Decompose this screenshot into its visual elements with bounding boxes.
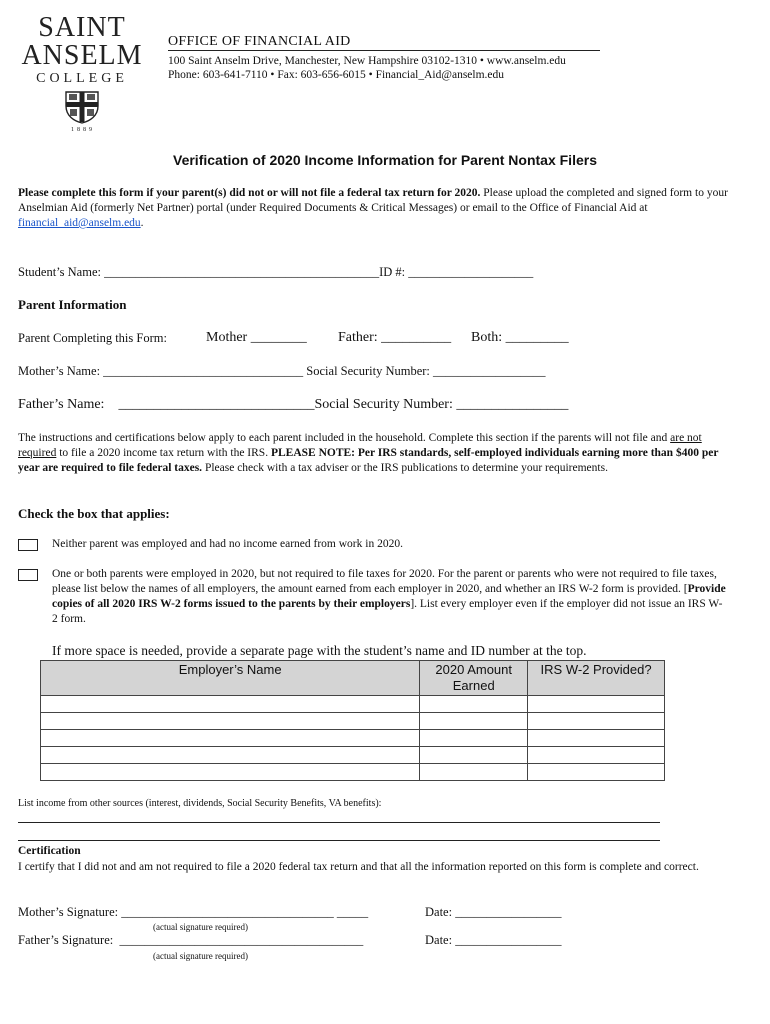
- employer-name-cell[interactable]: [41, 713, 420, 730]
- mother-signature-field[interactable]: Mother’s Signature: __________________________________ _____: [18, 905, 369, 919]
- checkbox-heading: Check the box that applies:: [18, 506, 170, 521]
- employer-table: [40, 660, 665, 781]
- employer-name-header: Employer’s Name: [41, 661, 420, 696]
- amount-earned-header: 2020 Amount Earned: [420, 661, 528, 696]
- other-income-label: List income from other sources (interest, dividends, Social Security Benefits, VA benefits):: [18, 798, 382, 809]
- header-divider: [168, 50, 600, 51]
- instructions-underlined: are not required: [18, 432, 702, 459]
- employed-checkbox[interactable]: [18, 569, 38, 581]
- table-row: [41, 747, 665, 764]
- employer-name-cell[interactable]: [41, 764, 420, 781]
- mother-name-ssn-field[interactable]: Mother’s Name: ________________________________ Social Security Number: __________________: [18, 364, 546, 378]
- intro-bold: Please complete this form if your parent(s) did not or will not file a federal tax return for 2020.: [18, 187, 481, 199]
- certification-text: I certify that I did not and am not required to file a 2020 federal tax return and that all the information reported on this form is complete and correct.: [18, 861, 699, 873]
- w2-cell[interactable]: [528, 713, 665, 730]
- w2-cell[interactable]: [528, 730, 665, 747]
- mother-date-field[interactable]: Date: _________________: [425, 905, 562, 919]
- amount-cell[interactable]: [420, 730, 528, 747]
- instructions-text-3: Please check with a tax adviser or the IRS publications to determine your requirements.: [202, 462, 608, 474]
- w2-provided-header: IRS W-2 Provided?: [528, 661, 665, 696]
- college-crest-icon: [64, 90, 100, 124]
- w2-cell[interactable]: [528, 764, 665, 781]
- instructions-text-1: The instructions and certifications below apply to each parent included in the household. Complete this section if the parents will not file and: [18, 432, 671, 444]
- employer-table-header: [41, 661, 665, 696]
- employer-name-cell[interactable]: [41, 747, 420, 764]
- employed-option-text-1: One or both parents were employed in 2020, but not required to file taxes for 2020. For the parent or parents who were not required to file taxes, please list below the names of all employers, the amount earned from each employer in 2020, and whether an IRS W-2 form is provided. [: [52, 568, 717, 595]
- no-income-checkbox[interactable]: [18, 539, 38, 551]
- employed-option-label: [52, 567, 728, 627]
- certification-heading: Certification: [18, 845, 81, 857]
- logo-wordmark-saint: SAINT: [38, 12, 126, 43]
- logo-wordmark-college: COLLEGE: [36, 71, 128, 86]
- office-title: OFFICE OF FINANCIAL AID: [168, 34, 351, 49]
- father-name-ssn-field[interactable]: Father’s Name: ____________________________Social Security Number: ________________: [18, 397, 569, 412]
- employer-name-cell[interactable]: [41, 730, 420, 747]
- intro-end: .: [140, 217, 144, 229]
- father-signature-field[interactable]: Father’s Signature: _______________________________________: [18, 933, 364, 947]
- other-income-line-1[interactable]: [18, 822, 660, 823]
- logo-wordmark-anselm: ANSELM: [21, 40, 143, 71]
- document-title: Verification of 2020 Income Information for Parent Nontax Filers: [173, 152, 597, 168]
- father-option-field[interactable]: Father: __________: [338, 330, 452, 345]
- father-signature-note: (actual signature required): [153, 951, 248, 961]
- more-space-note: If more space is needed, provide a separate page with the student’s name and ID number at the top.: [52, 643, 587, 658]
- office-contact: Phone: 603-641-7110 • Fax: 603-656-6015 • Financial_Aid@anselm.edu: [168, 69, 505, 81]
- amount-cell[interactable]: [420, 764, 528, 781]
- both-option-field[interactable]: Both: _________: [471, 330, 569, 345]
- instructions-bold-note: PLEASE NOTE: Per IRS standards, self-employed individuals earning more than $400 per year are required to file federal taxes.: [18, 447, 719, 474]
- intro-text: Please upload the completed and signed form to your Anselmian Aid (formerly Net Partner) portal (under Required Documents & Critical Messages) or email to the Office of Financial Aid at: [18, 187, 728, 214]
- table-row: [41, 730, 665, 747]
- employer-name-cell[interactable]: [41, 696, 420, 713]
- other-income-line-2[interactable]: [18, 840, 660, 841]
- table-row: [41, 764, 665, 781]
- amount-cell[interactable]: [420, 713, 528, 730]
- no-income-option-label: Neither parent was employed and had no income earned from work in 2020.: [52, 538, 403, 550]
- father-date-field[interactable]: Date: _________________: [425, 933, 562, 947]
- table-row: [41, 713, 665, 730]
- financial-aid-email-link[interactable]: financial_aid@anselm.edu: [18, 217, 141, 229]
- mother-option-field[interactable]: Mother ________: [206, 330, 307, 345]
- mother-signature-note: (actual signature required): [153, 922, 248, 932]
- amount-cell[interactable]: [420, 747, 528, 764]
- table-row: [41, 696, 665, 713]
- w2-cell[interactable]: [528, 747, 665, 764]
- instructions-text-2: to file a 2020 income tax return with the IRS.: [56, 447, 271, 459]
- student-name-id-field[interactable]: Student’s Name: ____________________________________________ID #: ____________________: [18, 265, 534, 279]
- w2-cell[interactable]: [528, 696, 665, 713]
- logo-year: 1889: [71, 127, 95, 133]
- instructions-paragraph: [18, 431, 730, 476]
- parent-info-heading: Parent Information: [18, 297, 127, 312]
- employed-option-bold: Provide copies of all 2020 IRS W-2 forms issued to the parents by their employers: [52, 583, 726, 610]
- amount-cell[interactable]: [420, 696, 528, 713]
- intro-paragraph: [18, 186, 730, 231]
- parent-completing-label: Parent Completing this Form:: [18, 331, 167, 345]
- employed-option-text-2: ]. List every employer even if the employer did not issue an IRS W-2 form.: [52, 598, 723, 625]
- office-address: 100 Saint Anselm Drive, Manchester, New Hampshire 03102-1310 • www.anselm.edu: [168, 55, 566, 67]
